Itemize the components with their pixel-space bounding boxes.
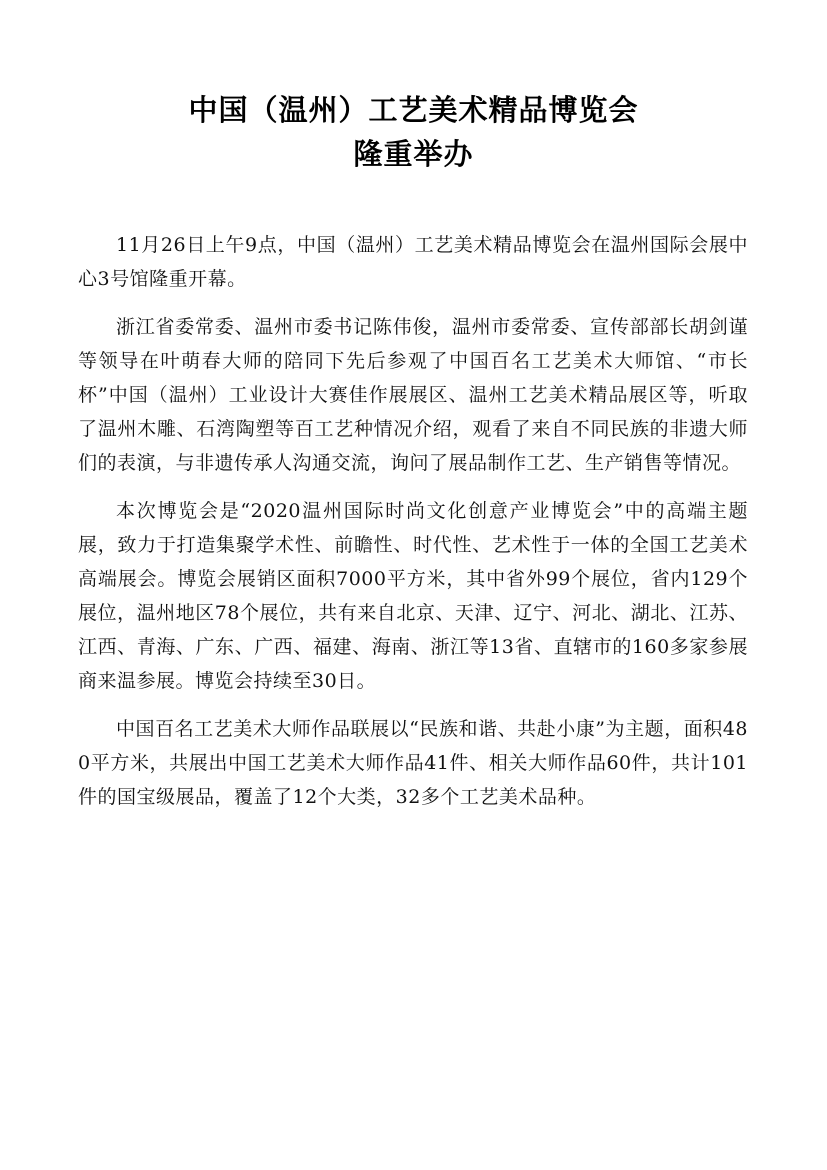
paragraph-leaders-visit: 浙江省委常委、温州市委书记陈伟俊，温州市委常委、宣传部部长胡剑谨等领导在叶萌春大师的陪同下先后参观了中国百名工艺美术大师馆、“市长杯”中国（温州）工业设计大赛佳作展展区、温州工艺美术精品展区等，听取了温州木雕、石湾陶塑等百工艺种情况介绍，观看了来自不同民族的非遗大师们的表演，与非遗传承人沟通交流，询问了展品制作工艺、生产销售等情况。	[78, 316, 748, 474]
title-block	[0, 88, 827, 176]
page-title: 中国（温州）工艺美术精品博览会	[188, 93, 639, 127]
paragraph-masters-exhibition: 中国百名工艺美术大师作品联展以“民族和谐、共赴小康”为主题，面积480平方米，共展出中国工艺美术大师作品41件、相关大师作品60件，共计101件的国宝级展品，覆盖了12个大类，32多个工艺美术品种。	[78, 718, 748, 808]
paragraph-expo-overview: 本次博览会是“2020温州国际时尚文化创意产业博览会”中的高端主题展，致力于打造集聚学术性、前瞻性、时代性、艺术性于一体的全国工艺美术高端展会。博览会展销区面积7000平方米，其中省外99个展位，省内129个展位，温州地区78个展位，共有来自北京、天津、辽宁、河北、湖北、江苏、江西、青海、广东、广西、福建、海南、浙江等13省、直辖市的160多家参展商来温参展。博览会持续至30日。	[78, 500, 748, 692]
article-body	[78, 228, 748, 828]
paragraph-opening: 11月26日上午9点，中国（温州）工艺美术精品博览会在温州国际会展中心3号馆隆重开幕。	[78, 234, 748, 290]
page-subtitle: 隆重举办	[353, 137, 474, 171]
